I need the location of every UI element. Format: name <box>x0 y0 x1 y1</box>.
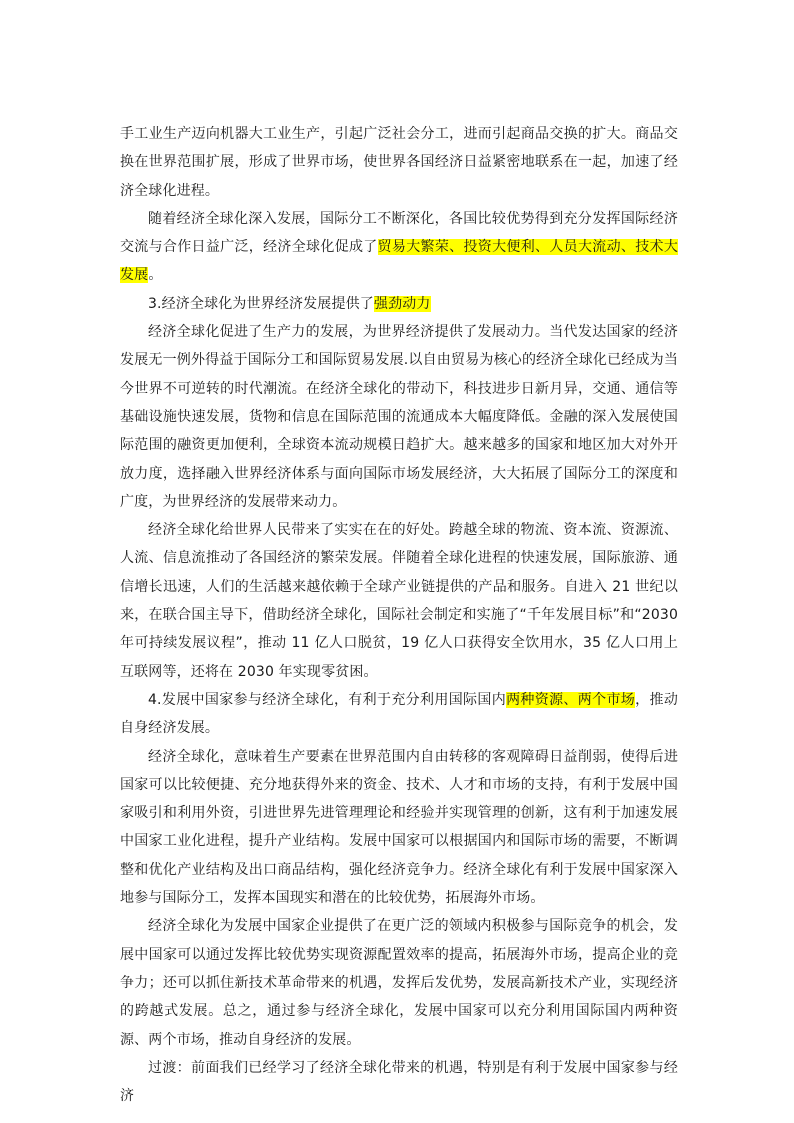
document-body <box>120 120 678 1110</box>
paragraph-text: 。 <box>148 267 163 284</box>
paragraph-text: 过渡：前面我们已经学习了经济全球化带来的机遇，特别是有利于发展中国家参与经济 <box>120 1059 678 1105</box>
paragraph-text: 经济全球化给世界人民带来了实实在在的好处。跨越全球的物流、资本流、资源流、人流、信息流推动了各国经济的繁荣发展。伴随着全球化进程的快速发展，国际旅游、通信增长迅速，人们的生活越来越依赖于全球产业链提供的产品和服务。自进入 21 世纪以来，在联合国主导下，借助经济全球化，国际社会制定和实施了“千年发展目标”和“2030 年可持续发展议程”，推动 11 亿人口脱贫，19 亿人口获得安全饮用水，35 亿人口用上互联网等，还将在 2030 年实现零贫困。 <box>120 522 678 680</box>
section-heading <box>120 290 678 318</box>
heading-text: 3.经济全球化为世界经济发展提供了 <box>148 295 374 312</box>
paragraph <box>120 516 678 686</box>
paragraph <box>120 912 678 1053</box>
highlighted-text: 两种资源、两个市场 <box>506 691 636 708</box>
section-heading <box>120 686 678 743</box>
heading-text: ，推动自身经济发展。 <box>120 691 678 737</box>
paragraph-text: 经济全球化，意味着生产要素在世界范围内自由转移的客观障碍日益削弱，使得后进国家可以比较便捷、充分地获得外来的资金、技术、人才和市场的支持，有利于发展中国家吸引和利用外资，引进世界先进管理理论和经验并实现管理的创新，这有利于加速发展中国家工业化进程，提升产业结构。发展中国家可以根据国内和国际市场的需要，不断调整和优化产业结构及出口商品结构，强化经济竞争力。经济全球化有利于发展中国家深入地参与国际分工，发挥本国现实和潜在的比较优势，拓展海外市场。 <box>120 748 678 907</box>
paragraph <box>120 205 678 290</box>
paragraph-text: 手工业生产迈向机器大工业生产，引起广泛社会分工，进而引起商品交换的扩大。商品交换在世界范围扩展，形成了世界市场，使世界各国经济日益紧密地联系在一起，加速了经济全球化进程。 <box>120 126 678 199</box>
paragraph-text: 随着经济全球化深入发展，国际分工不断深化，各国比较优势得到充分发挥国际经济交流与合作日益广泛，经济全球化促成了 <box>120 210 678 256</box>
paragraph-text: 经济全球化促进了生产力的发展，为世界经济提供了发展动力。当代发达国家的经济发展无一例外得益于国际分工和国际贸易发展.以自由贸易为核心的经济全球化已经成为当今世界不可逆转的时代潮流。在经济全球化的带动下，科技进步日新月异，交通、通信等基础设施快速发展，货物和信息在国际范围的流通成本大幅度降低。金融的深入发展使国际范围的融资更加便利，全球资本流动规模日趋扩大。越来越多的国家和地区加大对外开放力度，选择融入世界经济体系与面向国际市场发展经济，大大拓展了国际分工的深度和广度，为世界经济的发展带来动力。 <box>120 324 678 510</box>
paragraph-text: 经济全球化为发展中国家企业提供了在更广泛的领域内积极参与国际竞争的机会，发展中国家可以通过发挥比较优势实现资源配置效率的提高，拓展海外市场，提高企业的竞争力；还可以抓住新技术革命带来的机遇，发挥后发优势，发展高新技术产业，实现经济的跨越式发展。总之，通过参与经济全球化，发展中国家可以充分利用国际国内两种资源、两个市场，推动自身经济的发展。 <box>120 918 678 1048</box>
paragraph <box>120 120 678 205</box>
paragraph <box>120 1054 678 1111</box>
highlighted-text: 强劲动力 <box>373 295 431 312</box>
heading-text: 4.发展中国家参与经济全球化，有利于充分利用国际国内 <box>148 691 507 708</box>
paragraph <box>120 318 678 516</box>
highlighted-text: 贸易大繁荣、投资大便利、人员大流动、技术大发展 <box>120 239 678 284</box>
paragraph <box>120 743 678 913</box>
